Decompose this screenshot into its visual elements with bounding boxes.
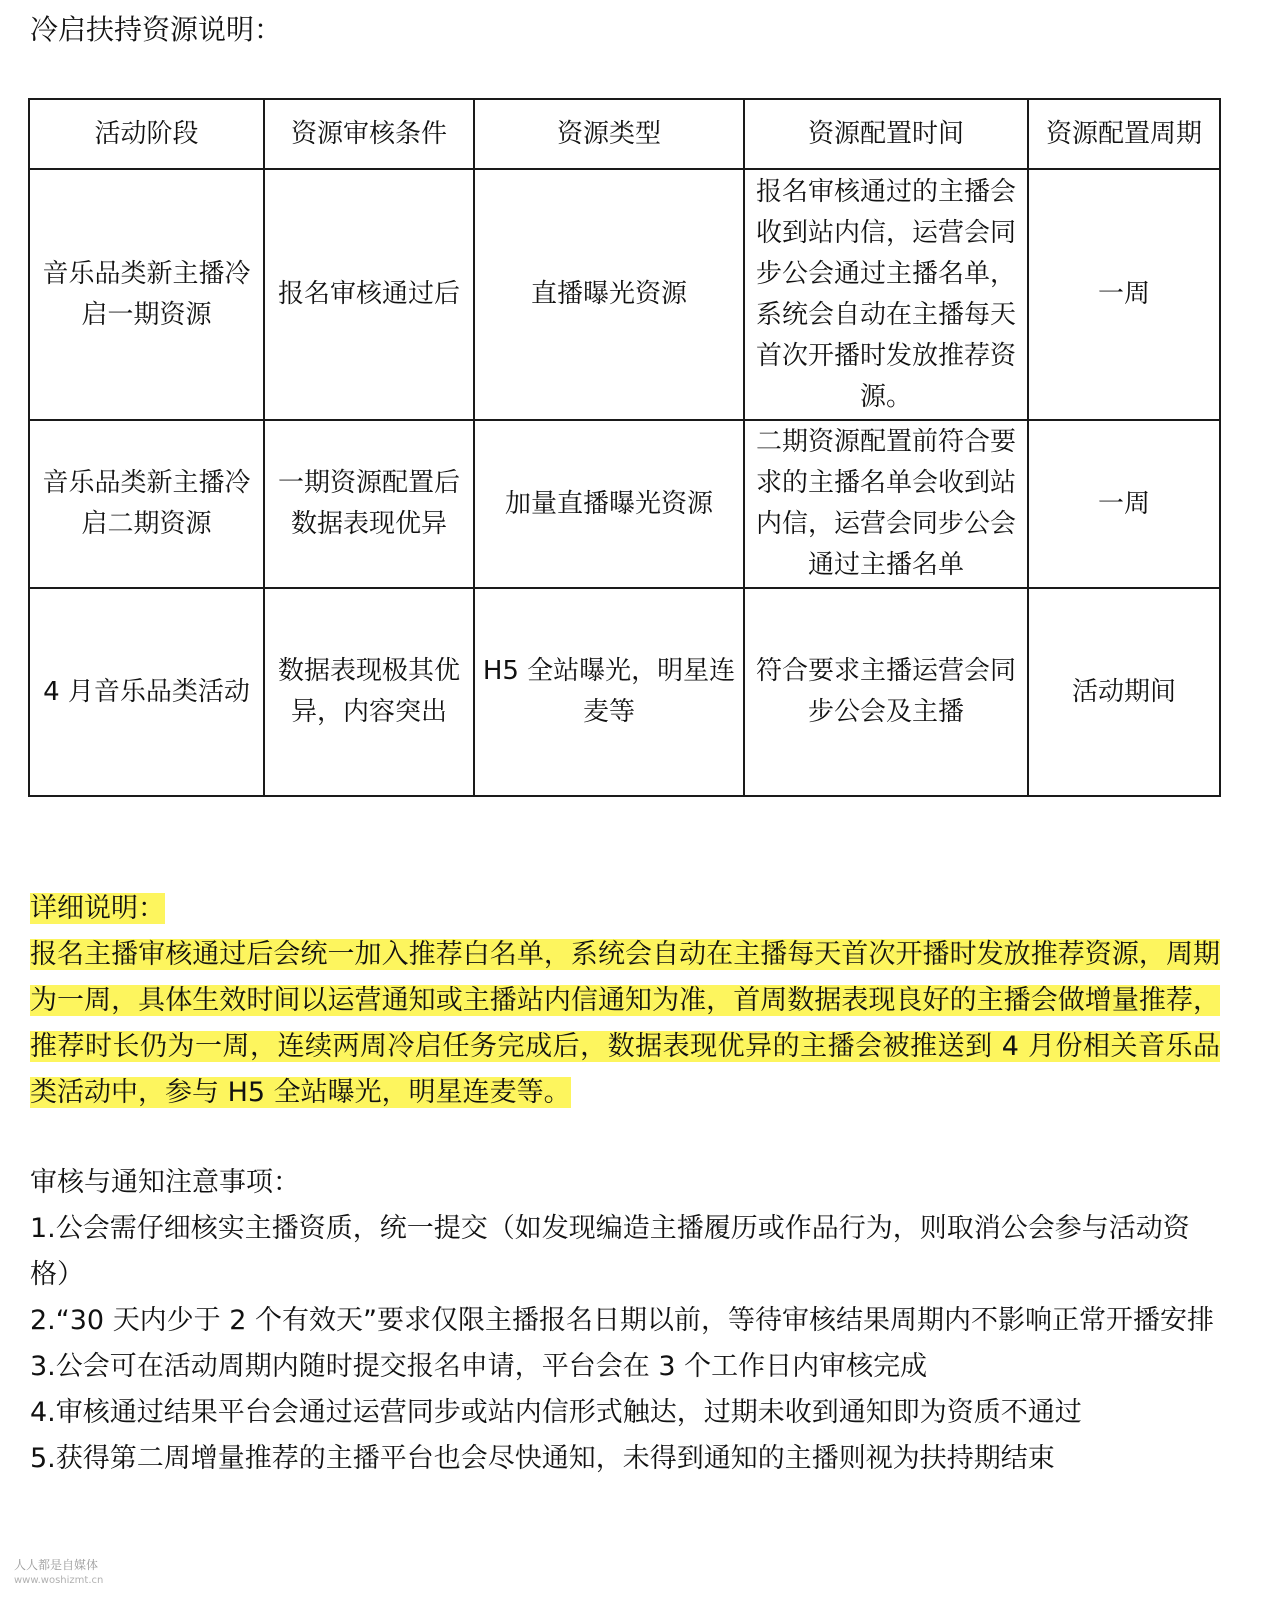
list-item: 1.公会需仔细核实主播资质，统一提交（如发现编造主播履历或作品行为，则取消公会参与活动资格） bbox=[30, 1213, 1190, 1290]
resource-table bbox=[28, 98, 1221, 797]
notes-section bbox=[30, 1160, 1220, 1482]
table-cell: 符合要求主播运营会同步公会及主播 bbox=[744, 588, 1028, 796]
table-cell: 音乐品类新主播冷启二期资源 bbox=[29, 420, 264, 588]
table-cell: H5 全站曝光，明星连麦等 bbox=[474, 588, 744, 796]
header-time: 资源配置时间 bbox=[744, 99, 1028, 169]
notes-title: 审核与通知注意事项： bbox=[30, 1167, 300, 1198]
table-cell: 一周 bbox=[1028, 420, 1220, 588]
header-cycle: 资源配置周期 bbox=[1028, 99, 1220, 169]
watermark bbox=[14, 1558, 103, 1588]
table-cell: 直播曝光资源 bbox=[474, 169, 744, 420]
list-item: 5.获得第二周增量推荐的主播平台也会尽快通知，未得到通知的主播则视为扶持期结束 bbox=[30, 1443, 1055, 1474]
table-cell: 报名审核通过的主播会收到站内信，运营会同步公会通过主播名单，系统会自动在主播每天首次开播时发放推荐资源。 bbox=[744, 169, 1028, 420]
table-cell: 音乐品类新主播冷启一期资源 bbox=[29, 169, 264, 420]
header-condition: 资源审核条件 bbox=[264, 99, 474, 169]
table-cell: 加量直播曝光资源 bbox=[474, 420, 744, 588]
table-header-row bbox=[29, 99, 1220, 169]
list-item: 3.公会可在活动周期内随时提交报名申请，平台会在 3 个工作日内审核完成 bbox=[30, 1351, 928, 1382]
detail-body: 报名主播审核通过后会统一加入推荐白名单，系统会自动在主播每天首次开播时发放推荐资源，周期为一周，具体生效时间以运营通知或主播站内信通知为准，首周数据表现良好的主播会做增量推荐，推荐时长仍为一周，连续两周冷启任务完成后，数据表现优异的主播会被推送到 4 月份相关音乐品类活动中，参与 H5 全站曝光，明星连麦等。 bbox=[30, 939, 1220, 1108]
table-row bbox=[29, 169, 1220, 420]
list-item: 2.“30 天内少于 2 个有效天”要求仅限主播报名日期以前，等待审核结果周期内不影响正常开播安排 bbox=[30, 1305, 1215, 1336]
table-row bbox=[29, 588, 1220, 796]
table-cell: 报名审核通过后 bbox=[264, 169, 474, 420]
header-type: 资源类型 bbox=[474, 99, 744, 169]
table-cell: 一周 bbox=[1028, 169, 1220, 420]
page-title: 冷启扶持资源说明： bbox=[30, 13, 283, 46]
table-cell: 一期资源配置后数据表现优异 bbox=[264, 420, 474, 588]
watermark-name: 人人都是自媒体 bbox=[14, 1558, 99, 1572]
watermark-url: www.woshizmt.cn bbox=[14, 1575, 104, 1586]
table-cell: 数据表现极其优异，内容突出 bbox=[264, 588, 474, 796]
table-cell: 4 月音乐品类活动 bbox=[29, 588, 264, 796]
list-item: 4.审核通过结果平台会通过运营同步或站内信形式触达，过期未收到通知即为资质不通过 bbox=[30, 1397, 1082, 1428]
table-cell: 活动期间 bbox=[1028, 588, 1220, 796]
table-cell: 二期资源配置前符合要求的主播名单会收到站内信，运营会同步公会通过主播名单 bbox=[744, 420, 1028, 588]
detail-title: 详细说明： bbox=[30, 893, 165, 924]
detail-section bbox=[30, 886, 1220, 1116]
table-row bbox=[29, 420, 1220, 588]
header-stage: 活动阶段 bbox=[29, 99, 264, 169]
